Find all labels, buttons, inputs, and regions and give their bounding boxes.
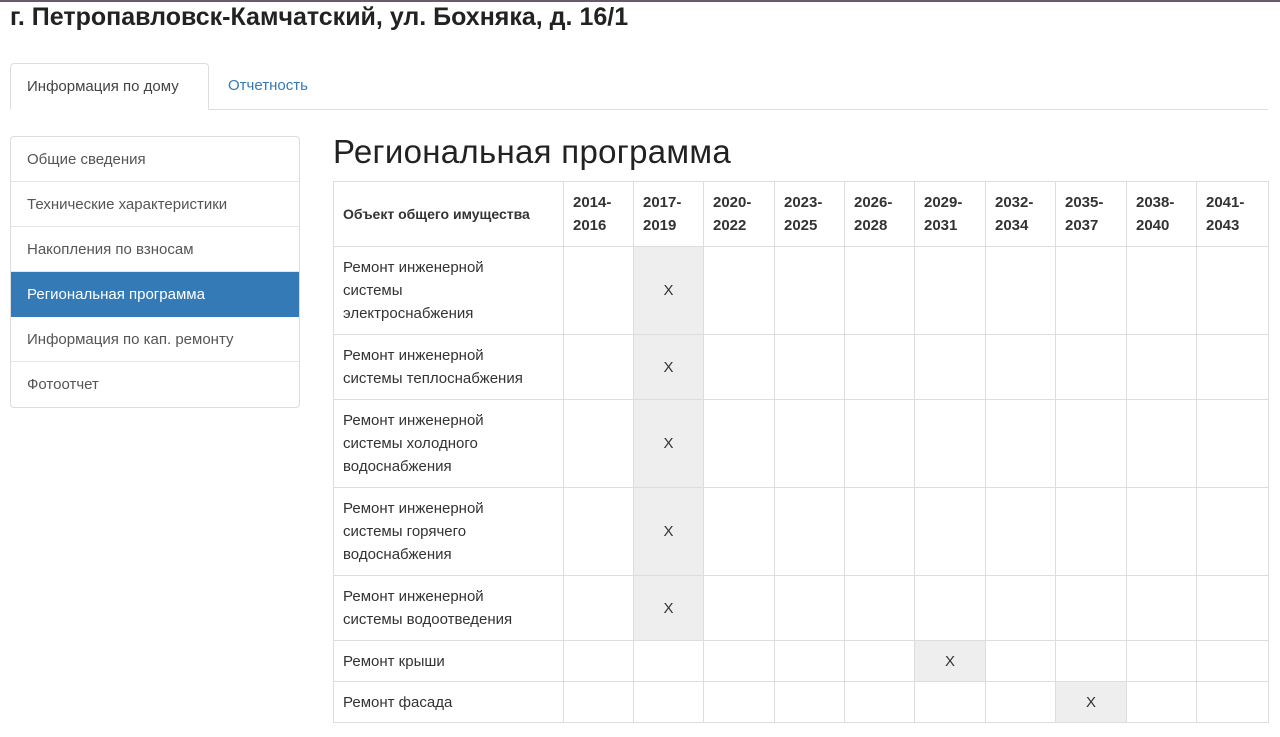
period-label-line: 2028 [854, 217, 888, 234]
period-cell [704, 335, 775, 400]
period-cell [564, 247, 634, 335]
period-cell [1127, 247, 1197, 335]
period-label-line: 2017- [643, 194, 682, 211]
object-name-line: системы холодного [343, 435, 478, 452]
period-cell [915, 335, 986, 400]
period-cell [775, 641, 845, 682]
period-cell [1197, 641, 1269, 682]
tab-reports[interactable]: Отчетность [228, 77, 308, 94]
period-label-line: 2040 [1136, 217, 1170, 234]
sidebar-item-contributions[interactable]: Накопления по взносам [11, 227, 299, 272]
period-cell [564, 488, 634, 576]
period-cell [986, 641, 1056, 682]
period-label-line: 2023- [784, 194, 823, 211]
column-header-object: Объект общего имущества [334, 182, 564, 247]
section-title: Региональная программа [333, 133, 732, 170]
period-cell [564, 641, 634, 682]
period-cell [915, 488, 986, 576]
table-row [334, 488, 1269, 576]
period-label-line: 2014- [573, 194, 612, 211]
period-label-line: 2032- [995, 194, 1034, 211]
period-cell [634, 682, 704, 723]
period-cell [986, 400, 1056, 488]
period-label-line: 2043 [1206, 217, 1240, 234]
period-cell [1056, 247, 1127, 335]
period-label-line: 2034 [995, 217, 1029, 234]
table-body [334, 247, 1269, 723]
object-name-line: системы водоотведения [343, 611, 513, 628]
period-cell [915, 682, 986, 723]
period-cell [1197, 682, 1269, 723]
sidebar-item-capital-repair-info[interactable]: Информация по кап. ремонту [11, 317, 299, 362]
sidebar-item-technical-specs[interactable]: Технические характеристики [11, 182, 299, 227]
period-label-line: 2019 [643, 217, 677, 234]
table-row [334, 400, 1269, 488]
period-label-line: 2029- [924, 194, 963, 211]
period-cell [986, 682, 1056, 723]
period-cell-marked [634, 488, 704, 576]
period-cell [564, 335, 634, 400]
period-cell [775, 335, 845, 400]
period-label-line: 2026- [854, 194, 893, 211]
period-cell [704, 488, 775, 576]
object-name-line: системы теплоснабжения [343, 370, 523, 387]
period-cell [915, 576, 986, 641]
object-name-line: системы [343, 282, 403, 299]
period-label-line: 2025 [784, 217, 818, 234]
period-cell [1197, 335, 1269, 400]
period-cell [915, 247, 986, 335]
column-header-period [775, 182, 845, 247]
table-row [334, 335, 1269, 400]
period-cell-marked [634, 576, 704, 641]
period-cell [1127, 400, 1197, 488]
period-cell [986, 335, 1056, 400]
column-header-period [986, 182, 1056, 247]
period-cell [845, 641, 915, 682]
period-cell [1056, 488, 1127, 576]
regional-program-table [333, 181, 1269, 723]
table-row [334, 576, 1269, 641]
column-header-period [634, 182, 704, 247]
period-cell [1197, 400, 1269, 488]
period-cell-marked [915, 641, 986, 682]
column-header-period [1197, 182, 1269, 247]
period-cell [704, 576, 775, 641]
column-header-period [704, 182, 775, 247]
object-name-line: Ремонт крыши [343, 652, 445, 670]
period-cell-marked [634, 400, 704, 488]
period-cell [1056, 400, 1127, 488]
period-cell [845, 576, 915, 641]
object-name-line: системы горячего [343, 523, 467, 540]
period-label-line: 2020- [713, 194, 752, 211]
period-cell [564, 682, 634, 723]
object-name-cell [334, 335, 564, 400]
page-title: г. Петропавловск-Камчатский, ул. Бохняка, д. 16/1 [10, 3, 629, 31]
period-label-line: 2016 [573, 217, 607, 234]
sidebar-item-general-info[interactable]: Общие сведения [11, 137, 299, 182]
object-name-line: Ремонт инженерной [343, 412, 484, 429]
period-cell [915, 400, 986, 488]
period-cell [1127, 641, 1197, 682]
period-cell [775, 682, 845, 723]
repair-mark: X [663, 435, 674, 452]
sidebar-menu [10, 136, 300, 408]
period-cell [704, 400, 775, 488]
period-label-line: 2041- [1206, 194, 1245, 211]
object-name-cell [334, 641, 564, 682]
period-label-line: 2022 [713, 217, 747, 234]
repair-mark: X [1085, 693, 1096, 711]
column-header-period [845, 182, 915, 247]
period-cell [634, 641, 704, 682]
period-cell [1127, 576, 1197, 641]
object-name-cell [334, 488, 564, 576]
object-name-line: электроснабжения [343, 305, 474, 322]
table-row [334, 641, 1269, 682]
period-cell [564, 400, 634, 488]
object-name-cell [334, 247, 564, 335]
period-cell [1056, 335, 1127, 400]
period-cell [704, 682, 775, 723]
period-cell [1056, 576, 1127, 641]
tab-bar [10, 63, 1268, 110]
period-cell [845, 682, 915, 723]
repair-mark: X [663, 282, 674, 299]
sidebar-item-photo-report[interactable]: Фотоотчет [27, 376, 99, 393]
period-cell-marked [1056, 682, 1127, 723]
repair-mark: X [944, 652, 955, 670]
object-name-cell [334, 682, 564, 723]
period-label-line: 2035- [1065, 194, 1104, 211]
period-cell-marked [634, 247, 704, 335]
period-cell [775, 488, 845, 576]
period-cell [845, 335, 915, 400]
period-cell [845, 488, 915, 576]
tab-house-info[interactable]: Информация по дому [10, 63, 209, 110]
period-cell [775, 400, 845, 488]
period-label-line: 2038- [1136, 194, 1175, 211]
object-name-line: водоснабжения [343, 458, 452, 475]
period-cell [775, 576, 845, 641]
column-header-period [564, 182, 634, 247]
object-name-line: Ремонт инженерной [343, 500, 484, 517]
period-cell [845, 400, 915, 488]
period-cell [564, 576, 634, 641]
period-cell [1197, 247, 1269, 335]
column-header-period [915, 182, 986, 247]
object-name-cell [334, 576, 564, 641]
period-cell [704, 641, 775, 682]
object-name-line: Ремонт инженерной [343, 259, 484, 276]
repair-mark: X [663, 358, 674, 376]
object-name-cell [334, 400, 564, 488]
object-name-line: водоснабжения [343, 546, 452, 563]
sidebar-item-regional-program[interactable]: Региональная программа [11, 272, 299, 317]
table-row [334, 247, 1269, 335]
table-row [334, 682, 1269, 723]
repair-mark: X [663, 599, 674, 617]
period-cell [986, 247, 1056, 335]
object-name-line: Ремонт инженерной [343, 588, 484, 605]
period-cell [1197, 576, 1269, 641]
period-cell [1197, 488, 1269, 576]
period-label-line: 2031 [924, 217, 958, 234]
repair-mark: X [663, 523, 674, 540]
period-cell-marked [634, 335, 704, 400]
period-cell [1127, 488, 1197, 576]
period-cell [986, 576, 1056, 641]
object-name-line: Ремонт фасада [343, 693, 453, 711]
period-cell [1127, 682, 1197, 723]
period-cell [775, 247, 845, 335]
period-cell [986, 488, 1056, 576]
period-cell [704, 247, 775, 335]
period-label-line: 2037 [1065, 217, 1099, 234]
period-cell [845, 247, 915, 335]
table-header-row [334, 182, 1269, 247]
period-cell [1127, 335, 1197, 400]
object-name-line: Ремонт инженерной [343, 347, 484, 364]
column-header-period [1127, 182, 1197, 247]
period-cell [1056, 641, 1127, 682]
column-header-period [1056, 182, 1127, 247]
